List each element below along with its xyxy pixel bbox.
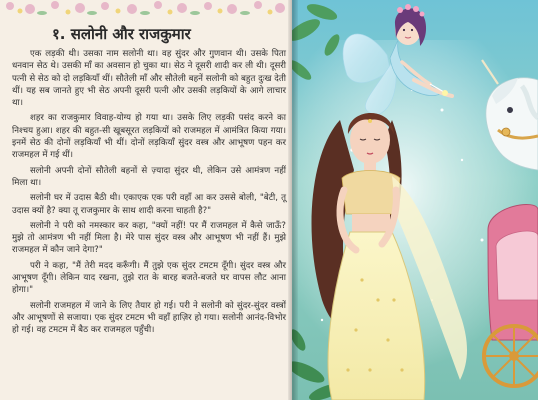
illustration-page — [292, 0, 538, 400]
paragraph-5: सलोनी ने परी को नमस्कार कर कहा, "क्यों नहीं! पर मैं राजमहल में कैसे जाऊँ? मुझे तो आमंत्रण भी नहीं मिला है। मेरे पास सुंदर वस्त्र और आभूषण भी नहीं हैं। मुझे राजमहल में कौन जाने देगा?" — [12, 220, 286, 256]
paragraph-6: परी ने कहा, "मैं तेरी मदद करूँगी। मैं तुझे एक सुंदर टमटम दूँगी। सुंदर वस्त्र और आभूषण दूँगी। लेकिन याद रखना, तुझे रात के बारह बजते-बजते घर वापस लौट आना होगा।" — [12, 260, 286, 296]
book-gutter-shadow — [288, 0, 298, 400]
paragraph-1: एक लड़की थी। उसका नाम सलोनी था। वह सुंदर और गुणवान थी। उसके पिता धनवान सेठ थे। उसकी माँ का अवसान हो चुका था। सेठ ने दूसरी शादी कर ली थी। दूसरी पत्नी से सेठ को दो लड़कियाँ थीं। सौतेली माँ और सौतेली बहनें सलोनी को बहुत दुःख देती थीं। यह सब जानते हुए भी सेठ अपनी दूसरी पत्नी और उसकी लड़कियों के आगे लाचार था। — [12, 49, 286, 109]
story-text — [12, 48, 286, 340]
paragraph-4: सलोनी घर में उदास बैठी थी। एकाएक एक परी वहाँ आ कर उससे बोली, "बेटी, तू उदास क्यों है? क्या तू राजकुमार के साथ शादी करना चाहती है?" — [12, 193, 286, 216]
paragraph-3: सलोनी अपनी दोनों सौतेली बहनों से ज़्यादा सुंदर थी, लेकिन उसे आमंत्रण नहीं मिला था। — [12, 165, 286, 188]
flower-border — [0, 0, 292, 18]
fairy-tale-illustration — [292, 0, 538, 400]
paragraph-2: शहर का राजकुमार विवाह-योग्य हो गया था। उसके लिए लड़की पसंद करने का निश्चय हुआ। शहर की बहुत-सी खूबसूरत लड़कियों को राजमहल में आमंत्रित किया गया। इनमें सेठ की दोनों लड़कियाँ भी थीं। दोनों लड़कियाँ सुंदर वस्त्र और आभूषण पहन कर राजमहल में गई थीं। — [12, 113, 286, 161]
chapter-title: १. सलोनी और राजकुमार — [52, 25, 191, 43]
paragraph-7: सलोनी राजमहल में जाने के लिए तैयार हो गई। परी ने सलोनी को सुंदर-सुंदर वस्त्रों और आभूषणों से सजाया। एक सुंदर टमटम भी वहाँ हाज़िर हो गया। सलोनी आनंद-विभोर हो गई। वह टमटम में बैठ कर राजमहल पहुँची। — [12, 300, 286, 336]
